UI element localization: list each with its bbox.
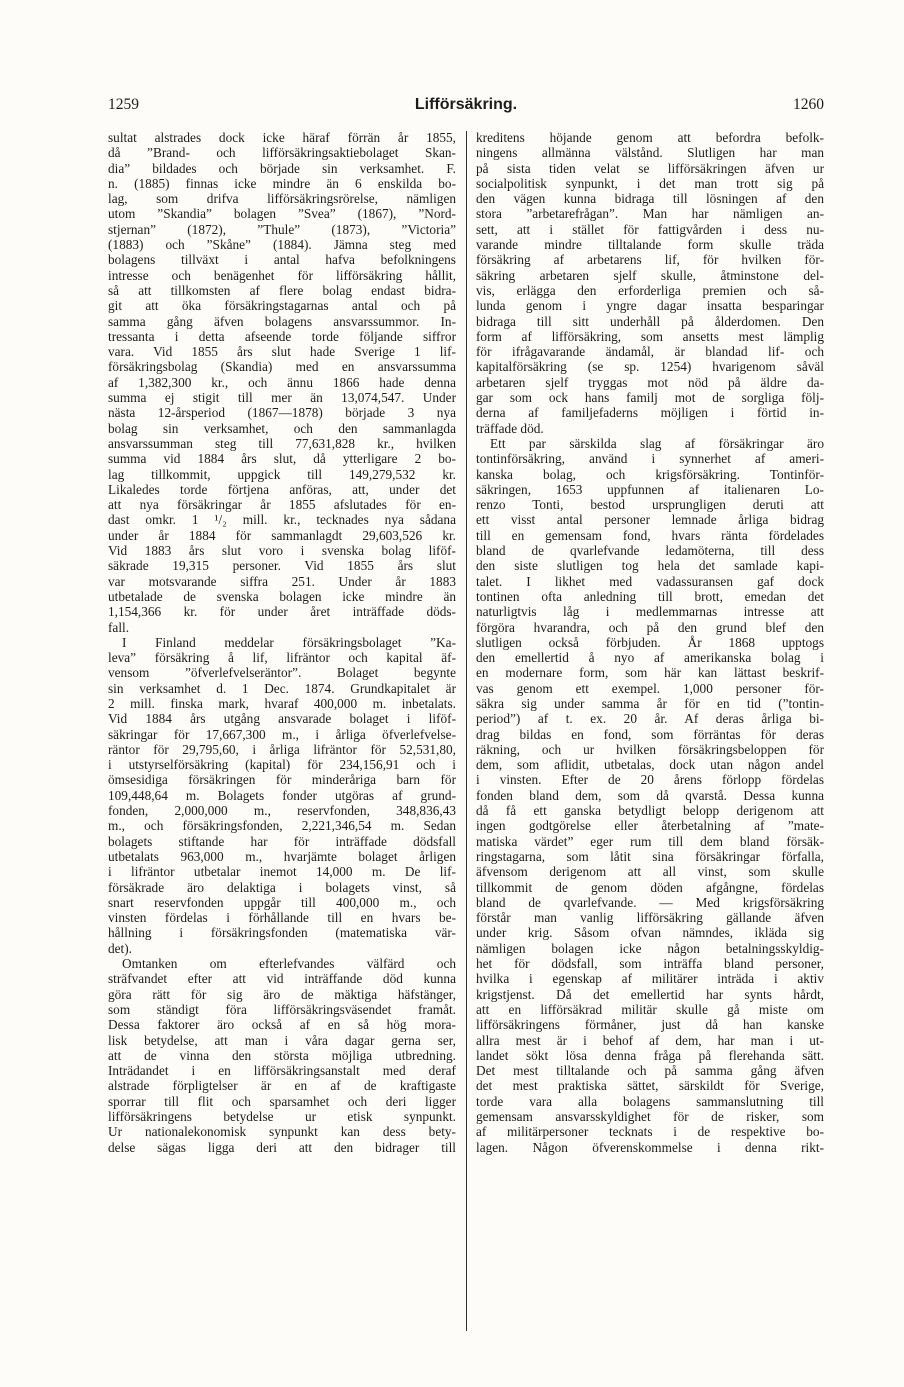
text-line: att en lifförsäkrad militär skulle gå miste om [476, 1001, 824, 1017]
text-line: tressanta i detta afseende torde följande siffror [108, 328, 456, 344]
text-line: I Finland meddelar försäkringsbolaget ”Ka- [122, 634, 456, 650]
text-line: lagen. Någon öfverenskommelse i denna rikt- [476, 1139, 824, 1155]
text-line: så att tillkomsten af flere bolag endast bidra- [108, 282, 456, 298]
text-line: dast omkr. 1 ¹/₂ mill. kr., tecknades nya sådana [108, 512, 456, 528]
left-column [108, 130, 456, 1155]
text-line: hållning i försäkringsfonden (matematiska vär- [108, 925, 456, 941]
text-line: då få ett ganska betydligt belopp derigenom att [476, 803, 824, 819]
text-line: under år 1884 för sammanlagdt 29,603,526 kr. [108, 527, 456, 543]
text-line: summa vid 1884 års slut, då ytterligare 2 bo- [108, 451, 456, 467]
text-line: sin verksamhet d. 1 Dec. 1874. Grundkapitalet är [108, 680, 456, 696]
text-line: då ”Brand- och lifförsäkringsaktiebolaget Skan- [108, 145, 456, 161]
column-divider [466, 131, 467, 1331]
text-line: i utstyrselförsäkring (kapital) för 234,156,91 och i [108, 757, 456, 773]
text-line: räntor för 29,795,60, i årliga lifräntor för 52,531,80, [108, 741, 456, 757]
text-line: gemensam ansvarsskyldighet för de risker, som [476, 1109, 824, 1124]
text-line: sultat alstrades dock icke häraf förrän år 1855, [108, 130, 456, 145]
text-line: fonden, 2,000,000 m., reservfonden, 348,836,43 [108, 803, 456, 819]
text-line: summa ej stigit till mer än 13,074,547. Under [108, 390, 456, 406]
text-line: alstrade förpligtelser är en af de kraftigaste [108, 1078, 456, 1094]
text-line: Vid 1884 års utgång ansvarade bolaget i liföf- [108, 711, 456, 727]
text-line: dia” bildades och började sin verksamhet. F. [108, 160, 456, 176]
text-line: git att öka försäkringstagarnas antal och på [108, 298, 456, 314]
text-line: kanska bolag, och krigsförsäkring. Tontinför- [476, 466, 824, 482]
text-line: Inträdandet i en lifförsäkringsanstalt med deraf [108, 1063, 456, 1079]
text-line: delse sägas ligga deri att den bidrager till [108, 1139, 456, 1155]
text-line: göra rätt för sig äro de mäktiga häfstänger, [108, 986, 456, 1002]
text-line: utom ”Skandia” bolagen ”Svea” (1867), ”Nord- [108, 206, 456, 222]
text-line: m., och försäkringsfonden, 2,221,346,54 m. Sedan [108, 818, 456, 834]
text-line: kreditens höjande genom att befordra befolk- [476, 130, 824, 145]
text-line: vas genom ett exempel. 1,000 personer för- [476, 680, 824, 696]
text-line: drag bildas en fond, som förräntas för deras [476, 726, 824, 742]
text-line: försäkring af arbetarens lif, för hvilken för- [476, 252, 824, 268]
text-line: 1,154,366 kr. för under året inträffade döds- [108, 604, 456, 620]
text-line: gar som ock hans familj mot de sorgliga följ- [476, 390, 824, 406]
text-line: krigstjenst. Då det emellertid har synts hårdt, [476, 986, 824, 1002]
text-line: arbetaren sjelf tryggas mot nöd på äldre da- [476, 374, 824, 390]
page-number-left: 1259 [108, 96, 139, 113]
text-line: ett visst antal personer lemnade årliga bidrag [476, 512, 824, 528]
text-line: den vägen kunna bidraga till lösningen af den [476, 191, 824, 207]
text-line: det). [108, 940, 132, 956]
text-line: 2 mill. finska mark, hvaraf 400,000 m. inbetalats. [108, 695, 456, 711]
text-line: säkringen, 1653 uppfunnen af italienaren Lo- [476, 481, 824, 497]
text-line: ingen godtgörelse eller återbetalning af ”mate- [476, 818, 824, 834]
page-title: Lifförsäkring. [414, 96, 518, 113]
text-line: talet. I likhet med vadassuransen gaf dock [476, 573, 824, 589]
text-line: Ur nationalekonomisk synpunkt kan dess bety- [108, 1124, 456, 1140]
text-line: samma gång äfven bolagens ansvarssummor. In- [108, 313, 456, 329]
text-line: en modernare form, som här kan lättast beskrif- [476, 665, 824, 681]
text-line: naturligtvis låg i medlemmarnas intresse att [476, 604, 824, 620]
text-line: försäkrade äro delaktiga i bolagets vinst, så [108, 879, 456, 895]
text-line: den emellertid å nyo af amerikanska bolag i [476, 650, 824, 666]
text-line: att nya försäkringar år 1855 afslutades för en- [108, 497, 456, 513]
text-line: bland de qvarlefvande ledamöterna, till dess [476, 543, 824, 559]
text-line: form af lifförsäkring, som ansetts mest lämplig [476, 328, 824, 344]
text-line: Likaledes torde förtjena anföras, att, under det [108, 481, 456, 497]
text-line: lifförsäkringens förmåner, just då han kanske [476, 1017, 824, 1033]
text-line: varande mindre tilltalande form skulle träda [476, 237, 824, 253]
text-line: Vid 1883 års slut voro i svenska bolag liföf- [108, 543, 456, 559]
text-line: ansvarssumman steg till 77,631,828 kr., hvilken [108, 435, 456, 451]
text-line: säkrade 19,315 personer. Vid 1855 års slut [108, 558, 456, 574]
text-line: renzo Tonti, bestod ursprungligen deruti att [476, 497, 824, 513]
page-header [108, 96, 824, 120]
text-line: förstår man vanlig lifförsäkring gällande äfven [476, 910, 824, 926]
text-line: vinsten fördelas i förhållande till en hvars be- [108, 910, 456, 926]
text-line: stora ”arbetarefrågan”. Man har nämligen an- [476, 206, 824, 222]
text-line: snart reservfonden uppgår till 400,000 m., och [108, 894, 456, 910]
text-line: 109,448,64 m. Bolagets fonder utgöras af grund- [108, 787, 456, 803]
text-line: ringstagarna, som låtit sina försäkringar förfalla, [476, 848, 824, 864]
text-line: fonden bland dem, som då qvarstå. Dessa kunna [476, 787, 824, 803]
text-line: Det mest tilltalande och på samma gång äfven [476, 1063, 824, 1079]
text-line: Ett par särskilda slag af försäkringar äro [490, 435, 824, 451]
text-line: utbetalade de svenska bolagen icke mindre än [108, 588, 456, 604]
text-line: lifförsäkringens betydelse ur etisk synpunkt. [108, 1109, 456, 1124]
text-line: nämligen bolagen icke någon betalningsskyldig- [476, 940, 824, 956]
text-line: Dessa faktorer äro också af en så hög mora- [108, 1017, 456, 1033]
text-line: matiska värdet” eger rum till dem bland försäk- [476, 833, 824, 849]
text-line: af militärpersoner tecknats i de respektive bo- [476, 1124, 824, 1140]
text-line: under krig. Såsom ofvan nämndes, ikläda sig [476, 925, 824, 941]
text-line: det mest praktiska sättet, särskildt för Sverige, [476, 1078, 824, 1094]
text-line: ningens allmänna välstånd. Slutligen har man [476, 145, 824, 161]
text-line: säkringar för 17,667,300 m., i årliga öfverlefvelse- [108, 726, 456, 742]
text-line: lunda genom i yngre dagar insatta besparingar [476, 298, 824, 314]
text-line: allra mest är i behof af dem, har man i ut- [476, 1032, 824, 1048]
text-line: lag, som drifva lifförsäkringsrörelse, nämligen [108, 191, 456, 207]
text-line: sett, att i stället för fattigvården i dess nu- [476, 221, 824, 237]
text-line: att de vinna den största möjliga utbredning. [108, 1047, 456, 1063]
text-line: vis, erlägga den erforderliga premien och så- [476, 282, 824, 298]
text-line: bidraga till sitt underhåll på ålderdomen. Den [476, 313, 824, 329]
text-line: intresse och benägenhet för lifförsäkring hållit, [108, 267, 456, 283]
text-line: dem, som aflidit, utbetalas, dock utan någon andel [476, 757, 824, 773]
text-line: bolagens tillväxt i antal hafva befolkningens [108, 252, 456, 268]
text-line: (1883) och ”Skåne” (1884). Jämna steg med [108, 237, 456, 253]
text-line: slutligen också förbjuden. År 1868 upptogs [476, 634, 824, 650]
text-line: den siste slutligen tog hela det samlade kapi- [476, 558, 824, 574]
text-line: förgöra hvarandra, och på den grund blef den [476, 619, 824, 635]
text-line: i lifräntor utbetalar inemot 14,000 m. De lif- [108, 864, 456, 880]
text-line: vensom ”öfverlefvelseräntor”. Bolaget begynte [108, 665, 456, 681]
text-line: säkring arbetaren sjelf skulle, åtminstone del- [476, 267, 824, 283]
text-line: äfvensom derigenom att all vinst, som skulle [476, 864, 824, 880]
text-line: bolagets stiftande har för inträffade dödsfall [108, 833, 456, 849]
text-line: träffade död. [476, 420, 544, 436]
text-line: ömsesidiga försäkringen för minderåriga barn för [108, 772, 456, 788]
text-line: landet sökt lösa denna fråga på flerehanda sätt. [476, 1047, 824, 1063]
text-line: stjernan” (1872), ”Thule” (1873), ”Victoria” [108, 221, 456, 237]
text-line: leva” försäkring å lif, lifräntor och kapital äf- [108, 650, 456, 666]
text-line: till en gemensam fond, hvars ränta fördelades [476, 527, 824, 543]
text-line: socialpolitisk synpunkt, i det man trott sig på [476, 175, 824, 191]
text-line: bolag sin verksamhet, och den sammanlagda [108, 420, 456, 436]
text-line: försäkringsbolag (Skandia) med en ansvarssumma [108, 359, 456, 375]
text-line: som ständigt föra lifförsäkringsväsendet framåt. [108, 1001, 456, 1017]
text-line: kapitalförsäkring (se sp. 1254) hvarigenom såväl [476, 359, 824, 375]
text-line: period”) af t. ex. 20 år. Af deras årliga bi- [476, 711, 824, 727]
text-line: räkning, och ur hvilken försäkringsbeloppen för [476, 741, 824, 757]
text-line: i vinsten. Efter de 20 årens förlopp fördelas [476, 772, 824, 788]
text-line: af 1,382,300 kr., och ännu 1866 hade denna [108, 374, 456, 390]
text-line: sträfvandet efter att vid inträffande död kunna [108, 971, 456, 987]
text-line: på sista tiden velat se lifförsäkringen äfven ur [476, 160, 824, 176]
text-line: lag tillkommit, uppgick till 149,279,532 kr. [108, 466, 456, 482]
text-line: derna af familjefaderns möjligen i förtid in- [476, 405, 824, 421]
text-line: het för dödsfall, som inträffa bland personer, [476, 956, 824, 972]
page-number-right: 1260 [793, 96, 824, 113]
text-line: tillkommit de genom döden afgångne, fördelas [476, 879, 824, 895]
text-line: var motsvarande siffra 251. Under år 1883 [108, 573, 456, 589]
text-line: hvilka i egenskap af militärer inträda i aktiv [476, 971, 824, 987]
text-line: sporrar till flit och sparsamhet och deri ligger [108, 1093, 456, 1109]
text-line: torde vara alla bolagens sammanslutning till [476, 1093, 824, 1109]
text-line: utbetalats 963,000 m., hvarjämte bolaget årligen [108, 848, 456, 864]
text-line: bland de qvarlefvande. — Med krigsförsäkring [476, 894, 824, 910]
text-line: vara. Vid 1855 års slut hade Sverige 1 lif- [108, 344, 456, 360]
text-line: tontinen ofta anledning till brott, emedan det [476, 588, 824, 604]
text-line: Omtanken om efterlefvandes välfärd och [122, 956, 456, 972]
text-line: tontinförsäkring, använd i synnerhet af ameri- [476, 451, 824, 467]
text-line: säkra sig under samma år för en tid (”tontin- [476, 695, 824, 711]
text-line: n. (1885) finnas icke mindre än 6 enskilda bo- [108, 175, 456, 191]
right-column [476, 130, 824, 1155]
text-line: för ifrågavarande ändamål, är blandad lif- och [476, 344, 824, 360]
text-line: lisk betydelse, att man i våra dagar gerna ser, [108, 1032, 456, 1048]
text-line: fall. [108, 619, 130, 635]
text-line: nästa 12-årsperiod (1867—1878) började 3 nya [108, 405, 456, 421]
